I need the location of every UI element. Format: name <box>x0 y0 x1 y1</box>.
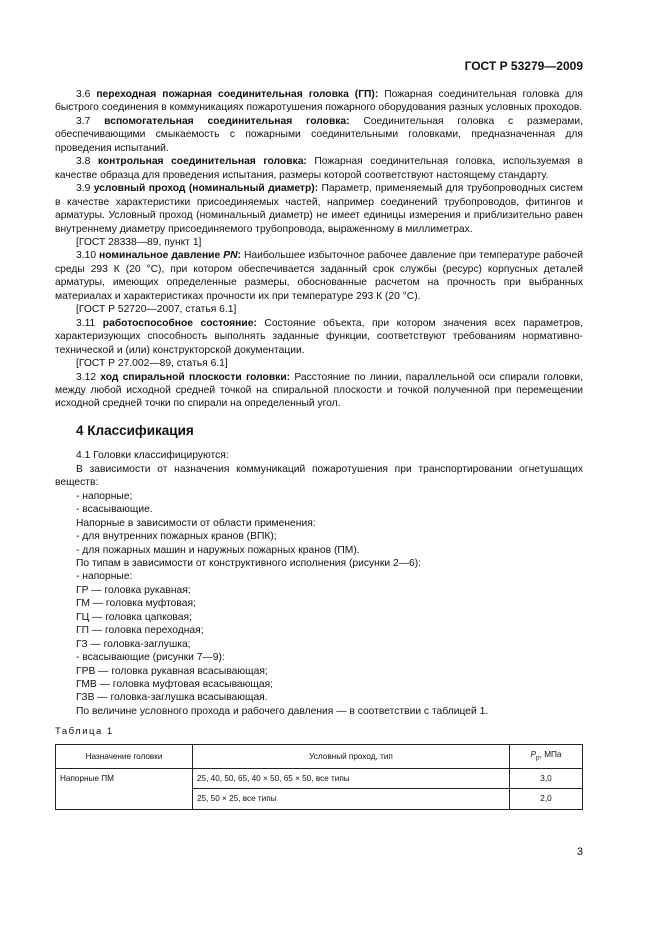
classification-line: - всасывающие (рисунки 7—9): <box>76 652 225 664</box>
definition-text: Параметр, применяемый для трубопроводных систем в качестве характеристики присоединяемых частей, например соединений трубопроводов, фитингов и арматуры. Условный проход (номинальный диаметр) не имеет единицы измерения и приблизительно равен внутреннему диаметру присоединяемого трубопровода, выраженному в миллиметрах. <box>55 183 583 235</box>
document-header: ГОСТ Р 53279—2009 <box>464 59 583 73</box>
classification-block <box>55 449 583 718</box>
definition-term-text: номинальное давление <box>99 250 224 262</box>
classification-line: В зависимости от назначения коммуникаций пожаротушения при транспортировании огнетушащих веществ: <box>55 463 583 489</box>
pressure-subscript: р <box>536 754 540 762</box>
classification-line: Напорные в зависимости от области применения: <box>76 517 316 529</box>
table-title: Таблица 1 <box>55 726 114 738</box>
pressure-cell: 3,0 <box>510 768 583 788</box>
definition-term <box>104 116 349 127</box>
reference-line: [ГОСТ Р 52720—2007, статья 6.1] <box>76 304 237 316</box>
definition-term-text: работоспособное состояние: <box>102 317 257 329</box>
definition-number: 3.7 <box>76 115 91 127</box>
definition-term <box>98 156 307 167</box>
definition-text: Расстояние по линии, параллельной оси спирали головки, между любой исходной средней точкой на спиральной плоскости и точкой полученной при перемещении исходной средней точки по спирали на определенный угол. <box>55 371 583 410</box>
row-label-cell: Напорные ПМ <box>56 768 193 809</box>
classification-line: ГЦ — головка цапковая; <box>76 611 192 623</box>
definition-term <box>96 89 378 100</box>
definition-text: Соединительная головка с размерами, обеспечивающими смыкаемость с пожарными соединительными головками, предназначенная для проведения испытаний. <box>55 115 583 154</box>
definition-term-text: переходная пожарная соединительная головка (ГП): <box>96 89 379 100</box>
table-header-row <box>56 744 583 768</box>
classification-line: 4.1 Головки классифицируются: <box>76 450 229 462</box>
reference-line: [ГОСТ 28338—89, пункт 1] <box>76 236 202 248</box>
header-cell-pass: Условный проход, тип <box>193 744 510 768</box>
definition-text: Наибольшее избыточное рабочее давление при температуре рабочей среды 293 К (20 °С), при котором обеспечивается заданный срок службы (ресурс) корпусных деталей арматуры, имеющих определенные размеры, обоснованные расчетом на прочность при выбранных материалах и характеристиках прочности их при температуре 293 К (20 °С). <box>55 250 583 302</box>
definition-paragraph <box>55 155 583 182</box>
classification-line: - для пожарных машин и наружных пожарных кранов (ПМ). <box>76 544 360 556</box>
pass-cell: 25, 40, 50, 65, 40 × 50, 65 × 50, все типы <box>193 768 510 788</box>
pressure-symbol: P <box>530 749 537 759</box>
definition-number: 3.12 <box>76 371 97 383</box>
table-row <box>56 768 583 788</box>
classification-line: По величине условного прохода и рабочего давления — в соответствии с таблицей 1. <box>76 705 489 717</box>
classification-line: По типам в зависимости от конструктивного исполнения (рисунки 2—6): <box>76 557 422 569</box>
definition-text: Состояние объекта, при котором значения всех параметров, характеризующих способность выполнять заданные функции, соответствуют требованиям нормативно-технической и (или) конструкторской документации. <box>55 317 583 356</box>
definition-paragraph <box>55 182 583 236</box>
definition-term-suffix: : <box>237 250 241 262</box>
pressure-table <box>55 744 583 810</box>
definition-text: Пожарная соединительная головка для быстрого соединения в коммуникациях пожаротушения пожарного оборудования разных условных проходов. <box>55 89 583 114</box>
classification-line: - напорные: <box>76 571 133 583</box>
definition-term <box>99 250 241 261</box>
pressure-unit: , МПа <box>539 749 562 759</box>
definition-paragraph <box>55 88 583 115</box>
classification-line: ГЗВ — головка-заглушка всасывающая. <box>76 692 268 704</box>
definition-term-text: ход спиральной плоскости головки: <box>100 371 291 383</box>
pressure-cell: 2,0 <box>510 789 583 809</box>
definition-paragraph <box>55 115 583 155</box>
definitions-block <box>55 88 583 411</box>
classification-line: ГП — головка переходная; <box>76 625 204 637</box>
classification-line: ГРВ — головка рукавная всасывающая; <box>76 665 268 677</box>
classification-line: - для внутренних пожарных кранов (ВПК); <box>76 531 277 543</box>
definition-number: 3.11 <box>76 317 96 329</box>
definition-number: 3.6 <box>76 89 91 100</box>
document-body <box>55 88 583 810</box>
definition-term-text: контрольная соединительная головка: <box>97 156 307 168</box>
definition-paragraph <box>55 249 583 303</box>
definition-paragraph <box>55 371 583 411</box>
classification-line: - всасывающие. <box>76 504 153 516</box>
section-title: 4 Классификация <box>76 422 194 438</box>
definition-term-text: вспомогательная соединительная головка: <box>104 115 350 127</box>
pass-cell: 25, 50 × 25, все типы <box>193 789 510 809</box>
header-cell-purpose: Назначение головки <box>56 744 193 768</box>
definition-number: 3.9 <box>76 183 91 195</box>
definition-number: 3.10 <box>76 250 97 262</box>
classification-line: ГМ — головка муфтовая; <box>76 598 196 610</box>
reference-line: [ГОСТ Р 27.002—89, статья 6.1] <box>76 358 228 370</box>
definition-term <box>100 372 290 383</box>
classification-line: ГМВ — головка муфтовая всасывающая; <box>76 679 274 691</box>
header-cell-pressure <box>510 744 583 768</box>
definition-term <box>94 183 318 194</box>
definition-term-symbol: PN <box>223 250 238 262</box>
classification-line: ГЗ — головка-заглушка; <box>76 638 191 650</box>
definition-term <box>103 318 257 329</box>
definition-term-text: условный проход (номинальный диаметр): <box>93 183 319 195</box>
classification-line: ГР — головка рукавная; <box>76 584 191 596</box>
definition-text: Пожарная соединительная головка, используемая в качестве образца для проведения испытания, размеры которой соответствуют настоящему стандарту. <box>55 156 583 181</box>
definition-number: 3.8 <box>76 156 91 168</box>
page-number: 3 <box>576 846 583 858</box>
definition-paragraph <box>55 317 583 357</box>
classification-line: - напорные; <box>76 490 133 502</box>
